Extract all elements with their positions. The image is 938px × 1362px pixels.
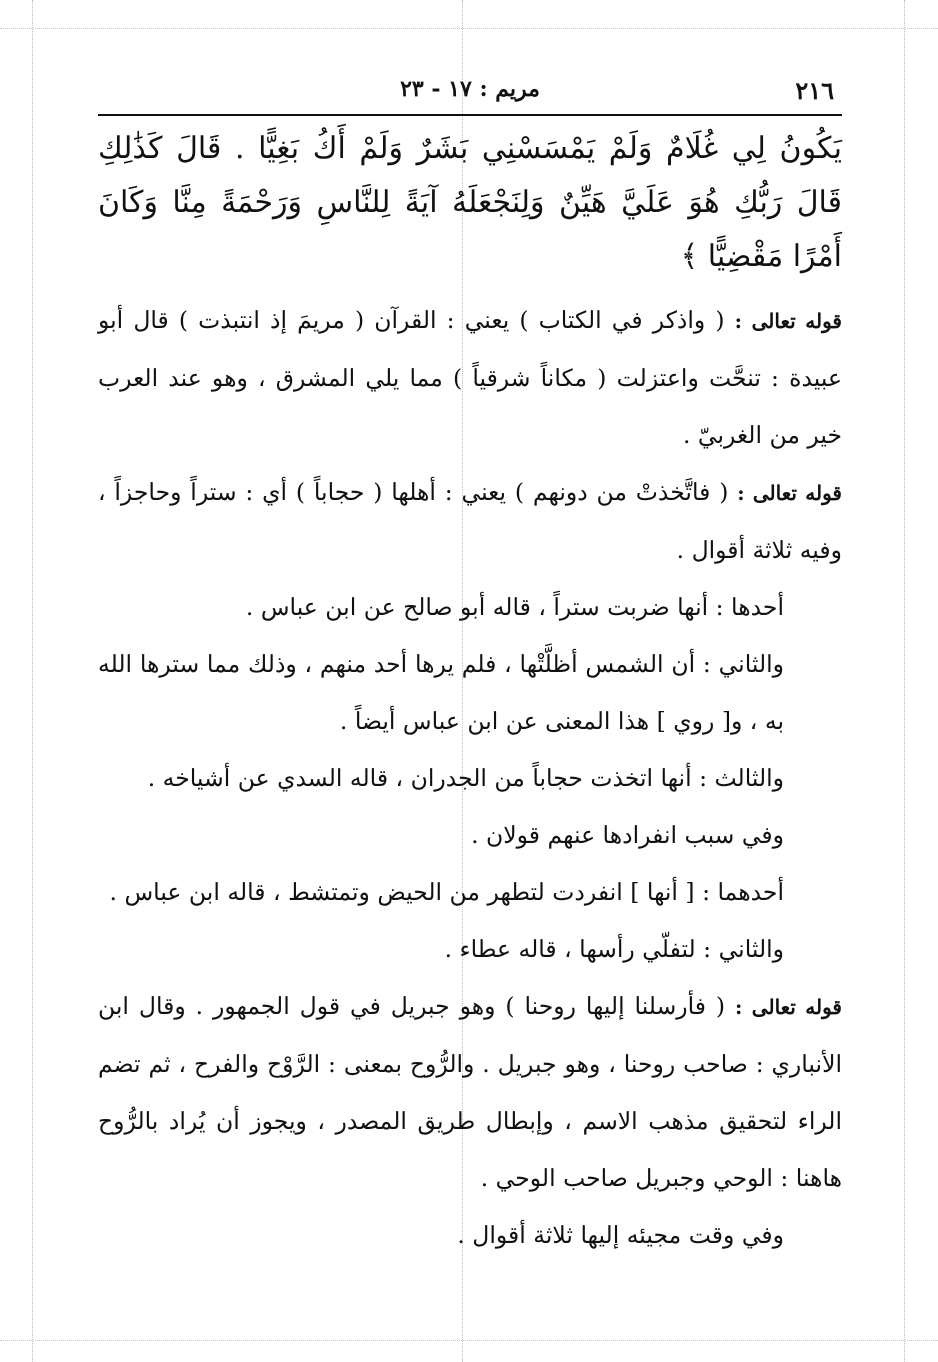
commentary-paragraph	[98, 750, 842, 807]
running-title: مريم : ١٧ - ٢٣	[400, 76, 540, 102]
scan-guide-line	[0, 28, 938, 29]
quran-verse: يَكُونُ لِي غُلَامٌ وَلَمْ يَمْسَسْنِي بَشَرٌ وَلَمْ أَكُ بَغِيًّا . قَالَ كَذَٰلِكِ قَالَ رَبُّكِ هُوَ عَلَيَّ هَيِّنٌ وَلِنَجْعَلَهُ آيَةً لِلنَّاسِ وَرَحْمَةً مِنَّا وَكَانَ أَمْرًا مَقْضِيًّا ﴾	[98, 131, 842, 274]
paragraph-text: ( فاتَّخذتْ من دونهم ) يعني : أهلها ( حجاباً ) أي : ستراً وحاجزاً ، وفيه ثلاثة أقوال .	[98, 478, 842, 564]
commentary-paragraph	[98, 921, 842, 978]
paragraph-text: والثاني : لتفلّي رأسها ، قاله عطاء .	[444, 935, 784, 963]
commentary-paragraph	[98, 636, 842, 750]
page-header	[98, 70, 842, 114]
scan-guide-line	[32, 0, 33, 1362]
paragraph-text: وفي وقت مجيئه إليها ثلاثة أقوال .	[457, 1221, 784, 1249]
paragraph-lead: قوله تعالى :	[734, 309, 842, 333]
paragraph-text: ( فأرسلنا إليها روحنا ) وهو جبريل في قول الجمهور . وقال ابن الأنباري : صاحب روحنا ، وهو جبريل . والرُّوح بمعنى : الرَّوْح والفرح ، ثم تضم الراء لتحقيق مذهب الاسم ، وإبطال طريق المصدر ، ويجوز أن يُراد بالرُّوح هاهنا : الوحي وجبريل صاحب الوحي .	[98, 992, 842, 1192]
paragraph-lead: قوله تعالى :	[737, 481, 842, 505]
paragraph-text: أحدهما : [ أنها ] انفردت لتطهر من الحيض وتمتشط ، قاله ابن عباس .	[109, 878, 784, 906]
commentary-paragraph	[98, 807, 842, 864]
paragraph-text: ( واذكر في الكتاب ) يعني : القرآن ( مريمَ إذ انتبذت ) قال أبو عبيدة : تنحَّت واعتزلت ( مكاناً شرقياً ) مما يلي المشرق ، وهو عند العرب خير من الغربيّ .	[98, 306, 842, 449]
commentary-paragraph	[98, 579, 842, 636]
commentary-paragraph	[98, 1207, 842, 1264]
commentary-paragraph	[98, 864, 842, 921]
paragraph-text: والثالث : أنها اتخذت حجاباً من الجدران ، قاله السدي عن أشياخه .	[147, 764, 784, 792]
scan-guide-line	[0, 1340, 938, 1341]
book-page	[98, 70, 842, 1264]
paragraph-text: أحدها : أنها ضربت ستراً ، قاله أبو صالح عن ابن عباس .	[245, 593, 784, 621]
commentary-paragraph	[98, 464, 842, 579]
scan-guide-line	[904, 0, 905, 1362]
page-number: ٢١٦	[795, 76, 834, 105]
commentary-body	[98, 292, 842, 1264]
paragraph-lead: قوله تعالى :	[735, 995, 842, 1019]
paragraph-text: والثاني : أن الشمس أظلَّتْها ، فلم يرها أحد منهم ، وذلك مما سترها الله به ، و[ روي ] هذا المعنى عن ابن عباس أيضاً .	[98, 650, 784, 735]
header-rule	[98, 114, 842, 116]
commentary-paragraph	[98, 292, 842, 464]
commentary-paragraph	[98, 978, 842, 1207]
paragraph-text: وفي سبب انفرادها عنهم قولان .	[471, 821, 784, 849]
